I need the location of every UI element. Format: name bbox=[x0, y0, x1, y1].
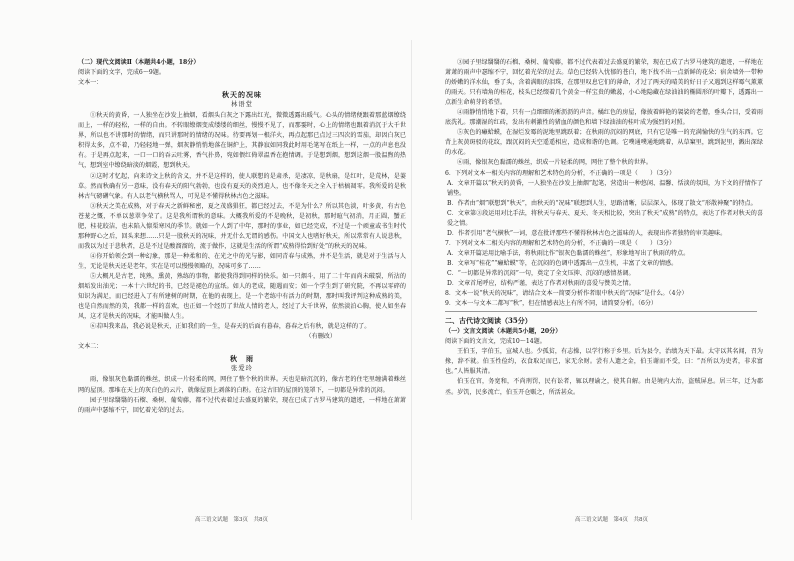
source-note: （有删改） bbox=[305, 333, 336, 341]
text1-author: 林语堂 bbox=[231, 101, 253, 109]
paragraph: ④雨静悄悄地下着，只有一点细细的淅沥沥的声音。橘红色的房屋，像披着鲜艳的袈裟的老僧，垂头合目，受着雨底洗礼。那潮湿的红砖，发出有刺激性的猪血的颜色和墙下绿油油的桂叶成为强烈的对照。 bbox=[445, 109, 763, 127]
paragraph: ⑥雨，像银灰色黏濡的蛛丝，织成一片轻柔的网，网住了整个秋的世界。 bbox=[457, 159, 652, 167]
text1-title: 秋天的况味 bbox=[222, 90, 262, 100]
question-6: 6．下列对文本一相关内容的理解和艺术特色的分析，不正确的一项是（ ）（3分） bbox=[445, 169, 676, 177]
paragraph: ①秋天的黄昏，一人独坐在沙发上抽烟，看烟头白灰之下露出红光，微微透露出暖气。心头的情绪便跟着那蓝烟缭绕而上，一样的轻松，一样的自由。不转眼缭烟变成缕缕的细丝，慢慢不见了，而那霎时，心上的情绪也跟着消沉于大千世界，所以也不讲那时的情绪，而只讲那时的情绪的况味。待要再划一根洋火，再点起那已点过三四次的雪茄，却因白灰已积得太多，点不着，乃轻轻地一弹，烟灰静悄悄地落在铜炉上，其静寂如同我此时用毛笔写在纸上一样，一点的声息也没有。于是再点起来，一口一口的吞云吐雾，香气扑鼻，宛如偎红倚翠温香在抱情调。于是想到烟，想到这烟一股温煦的热气，想到室中缭绕暗淡的烟霞，想到秋天。 bbox=[78, 112, 406, 170]
option: B．作者由“烟”联想到“秋天”，由秋天的“况味”联想到人生，思路清晰，层层深入，体现了散文“形散神聚”的特点。 bbox=[447, 199, 757, 207]
question-8: 8．文本一说“秋天的况味”，请结合文本一简要分析作者眼中秋天的“况味”是什么。（4分） bbox=[445, 290, 688, 298]
classical-paragraph: 王伯玉，字伯玉，宣城人也。少孤贫，有志操，以学行称于乡里。后为县令，治绩为天下最。太守以其名闻，召为掾，辞不就。伯玉性俭约，衣食取足而已，家无余财。尝有人遗之金，伯玉谢而不受，曰：“吾所以为吏者，非求富也。”人皆服其清。 bbox=[445, 348, 763, 376]
left-page-footer: 高三语文试题 第3页 共8页 bbox=[195, 517, 268, 523]
section-heading: （二）现代文阅读Ⅱ（本题共4小题，18分） bbox=[78, 59, 200, 66]
option: A．文章开篇运用比喻手法，将秋雨比作“银灰色黏濡的蛛丝”，形象地写出了秋雨的特点。 bbox=[447, 249, 690, 257]
text2-label: 文本二： bbox=[78, 343, 103, 351]
part-two-heading: 二、古代诗文阅读（35分） bbox=[445, 316, 532, 326]
instruction: 阅读下面的文字，完成6～9题。 bbox=[78, 69, 165, 77]
option: D．作者引用“老气横秋”一词，意在批评那些不懂得秋林古色之滋味的人，表现出作者独特的审美趣味。 bbox=[447, 229, 727, 237]
paragraph: ⑥若叫我来品，我必说是秋天，正如我们的一生，是春天的后面有暮春，暮春之后有秋，就是这样的了。 bbox=[90, 323, 371, 331]
text1-label: 文本一： bbox=[78, 79, 103, 87]
paragraph: ⑤灰色的癞蛤蟆，在湿烂发霉的泥地里跳跃着；在秋雨的沉闷的网底，只有它是唯一的充满愉快的生气的东西。它背上灰黄斑驳的花纹，跟沉闷的天空遥遥相应，造成和谐的色调。它噗通噗通地跳着，从草窠里，跳到泥里，溅出深绿的水花。 bbox=[445, 129, 763, 157]
paragraph: ③秋天之美在成熟，对于春天之新鲜秘密，夏之茂盛猖狂，都已经过去，不是为什么？所以其色淡，叶多黄，有古色苍茏之慨，不单以葱翠争荣了。这是我所谓秋的意味。大概我所爱的不是晚秋，是初秋，那时暄气初消，月正圆，蟹正肥，桂花皎洁，也未陷入懔栗寒风的季节。就如一个人到了中年，那时的事业，如已经完成，不过是一个顽童或书生时代那种野心之后，回头来想……只是一股秋天的况味，并无什么无谓的感伤。中国文人也嗜好秋天，所以常常有人说悲秋，而我以为过于悲秋者，总是不过是酸溜溜的，流于做作，这就是生活的所谓“成熟得恰到好处”的秋天的况味。 bbox=[78, 202, 406, 250]
page-gutter bbox=[411, 40, 412, 520]
classical-paragraph: 伯玉在官，务宽和，不尚刑罚，民有讼者，辄以理谕之，使其自解。由是境内大治，盗贼屏息。居三年，迁为郡丞。岁饥，民多流亡，伯玉开仓赈之，所活甚众。 bbox=[445, 378, 763, 396]
paragraph: ②这时才忆起，向来诗文上秋的含义，并不是这样的，使人联想的是肃杀，是凄凉，是秋扇，是红叶，是荒林，是萋草。然而秋确有另一意味，没有春天的阳气勃勃，也没有夏天的炎烈迫人，也不像冬天之全入于枯槁凋零。我所爱的是秋林古气磅礴气象。有人以老气横秋骂人，可见是不懂得秋林古色之滋味。 bbox=[78, 172, 406, 200]
part-two-subheading: （一）文言文阅读（本题共5小题，20分） bbox=[445, 328, 562, 336]
question-9: 9．文本一与文本二都写“秋”，但在情感表达上有所不同，请简要分析。（6分） bbox=[445, 300, 658, 308]
paragraph: ⑤大概凡是古老，纯熟，熏黄，熟练的事物，都使我得到同样的快乐。如一只烟斗，用了二十年而尚未破裂，所沾的烟垢发出油光；一本十六世纪的书，已经是褪色的宣纸。如人的老成，随遇而安；如一个学生到了研究院，不再以零碎的知识为满足，而已经进入了有所建树的时期，在他的表现上，是一个老练中有活力的时期，那时叫我评判这种成熟的美，也是自然而然的美，我都一样的喜欢，也正如一个经历了世故人情的老人，经过了大千世界，依然淡泊心胸，使人如坐春风，这才是秋天的况味，才能叫做人生。 bbox=[78, 272, 406, 321]
option: B．文章写“桂花”“癞蛤蟆”等，在沉闷的色调中透露出一点生机，丰富了文章的情感。 bbox=[447, 259, 678, 267]
paragraph: 园子里绿翳翳的石榴、桑树、葡萄藤，都不过代表着过去盛夏的繁荣，现在已成了古罗马建筑的遗迹，一样地在萧萧的雨声中瑟缩不宁，回忆着光荣的过去。 bbox=[78, 396, 406, 414]
option: C．“一切都是异常的沉闷”一句，奠定了全文压抑、沉闷的感情基调。 bbox=[447, 269, 635, 277]
part-two-instruction: 阅读下面的文言文，完成10～14题。 bbox=[445, 338, 546, 346]
text2-author: 张爱玲 bbox=[231, 365, 253, 373]
paragraph: ④你开始领会到一种幻象，那是一种柔和的、在光之中的光与影，如同青春与成熟，并不是生活，就是对于生活与人生，无论是秋天还是老年，实在是可以慢慢领略的，况味可多了…… bbox=[78, 252, 406, 270]
option: A．文章开篇以“秋天的黄昏，一人独坐在沙发上抽烟”起笔，营造出一种悠闲、温馨、恬淡的氛围，为下文的抒情作了铺垫。 bbox=[447, 179, 763, 197]
question-7: 7．下列对文本二相关内容的理解和艺术特色的分析，不正确的一项是（ ）（3分） bbox=[445, 239, 676, 247]
left-page bbox=[78, 58, 406, 416]
text2-title: 秋 雨 bbox=[230, 354, 254, 364]
option: C．文章第③段运用对比手法，将秋天与春天、夏天、冬天相比较，突出了秋天“成熟”的特点，表达了作者对秋天的喜爱之情。 bbox=[447, 209, 763, 227]
right-page-footer: 高三语文试题 第4页 共8页 bbox=[575, 517, 648, 523]
right-page bbox=[445, 58, 763, 398]
paragraph: ③园子里绿翳翳的石榴、桑树、葡萄藤，都不过代表着过去盛夏的繁荣，现在已成了古罗马建筑的遗迹，一样地在萧萧的雨声中瑟缩不宁，回忆着光荣的过去。草色已经转入忧郁的苍白，地下找不出一点新鲜的花朵；宿舍墙外一带种的娇嫩的洋水仙，垂了头，含着满眼的泪珠，在那里叹息它们的薄命，才过了两天的晴美的好日子又遇到这样霉气薰薰的雨天。只有墙角的桂花，枝头已经缀着几个黄金一样宝贵的嫩蕊，小心地隐藏在绿油油的椭圆形的叶瓣下，透露出一点新生命萌芽的希望。 bbox=[445, 59, 763, 107]
section-divider bbox=[445, 311, 757, 312]
paragraph: 雨，像银灰色黏濡的蛛丝，织成一片轻柔的网，网住了整个秋的世界。天也是暗沉沉的，像古老的住宅里缠满着蛛丝网的屋顶。那堆在天上的灰白色的云片，就像屋顶上剥落的白粉。在这古旧的屋顶的笼罩下，一切都是异常的沉闷。 bbox=[78, 376, 406, 394]
option: D．文章首尾呼应，结构严谨，表达了作者对秋雨的喜爱与赞美之情。 bbox=[447, 280, 635, 288]
